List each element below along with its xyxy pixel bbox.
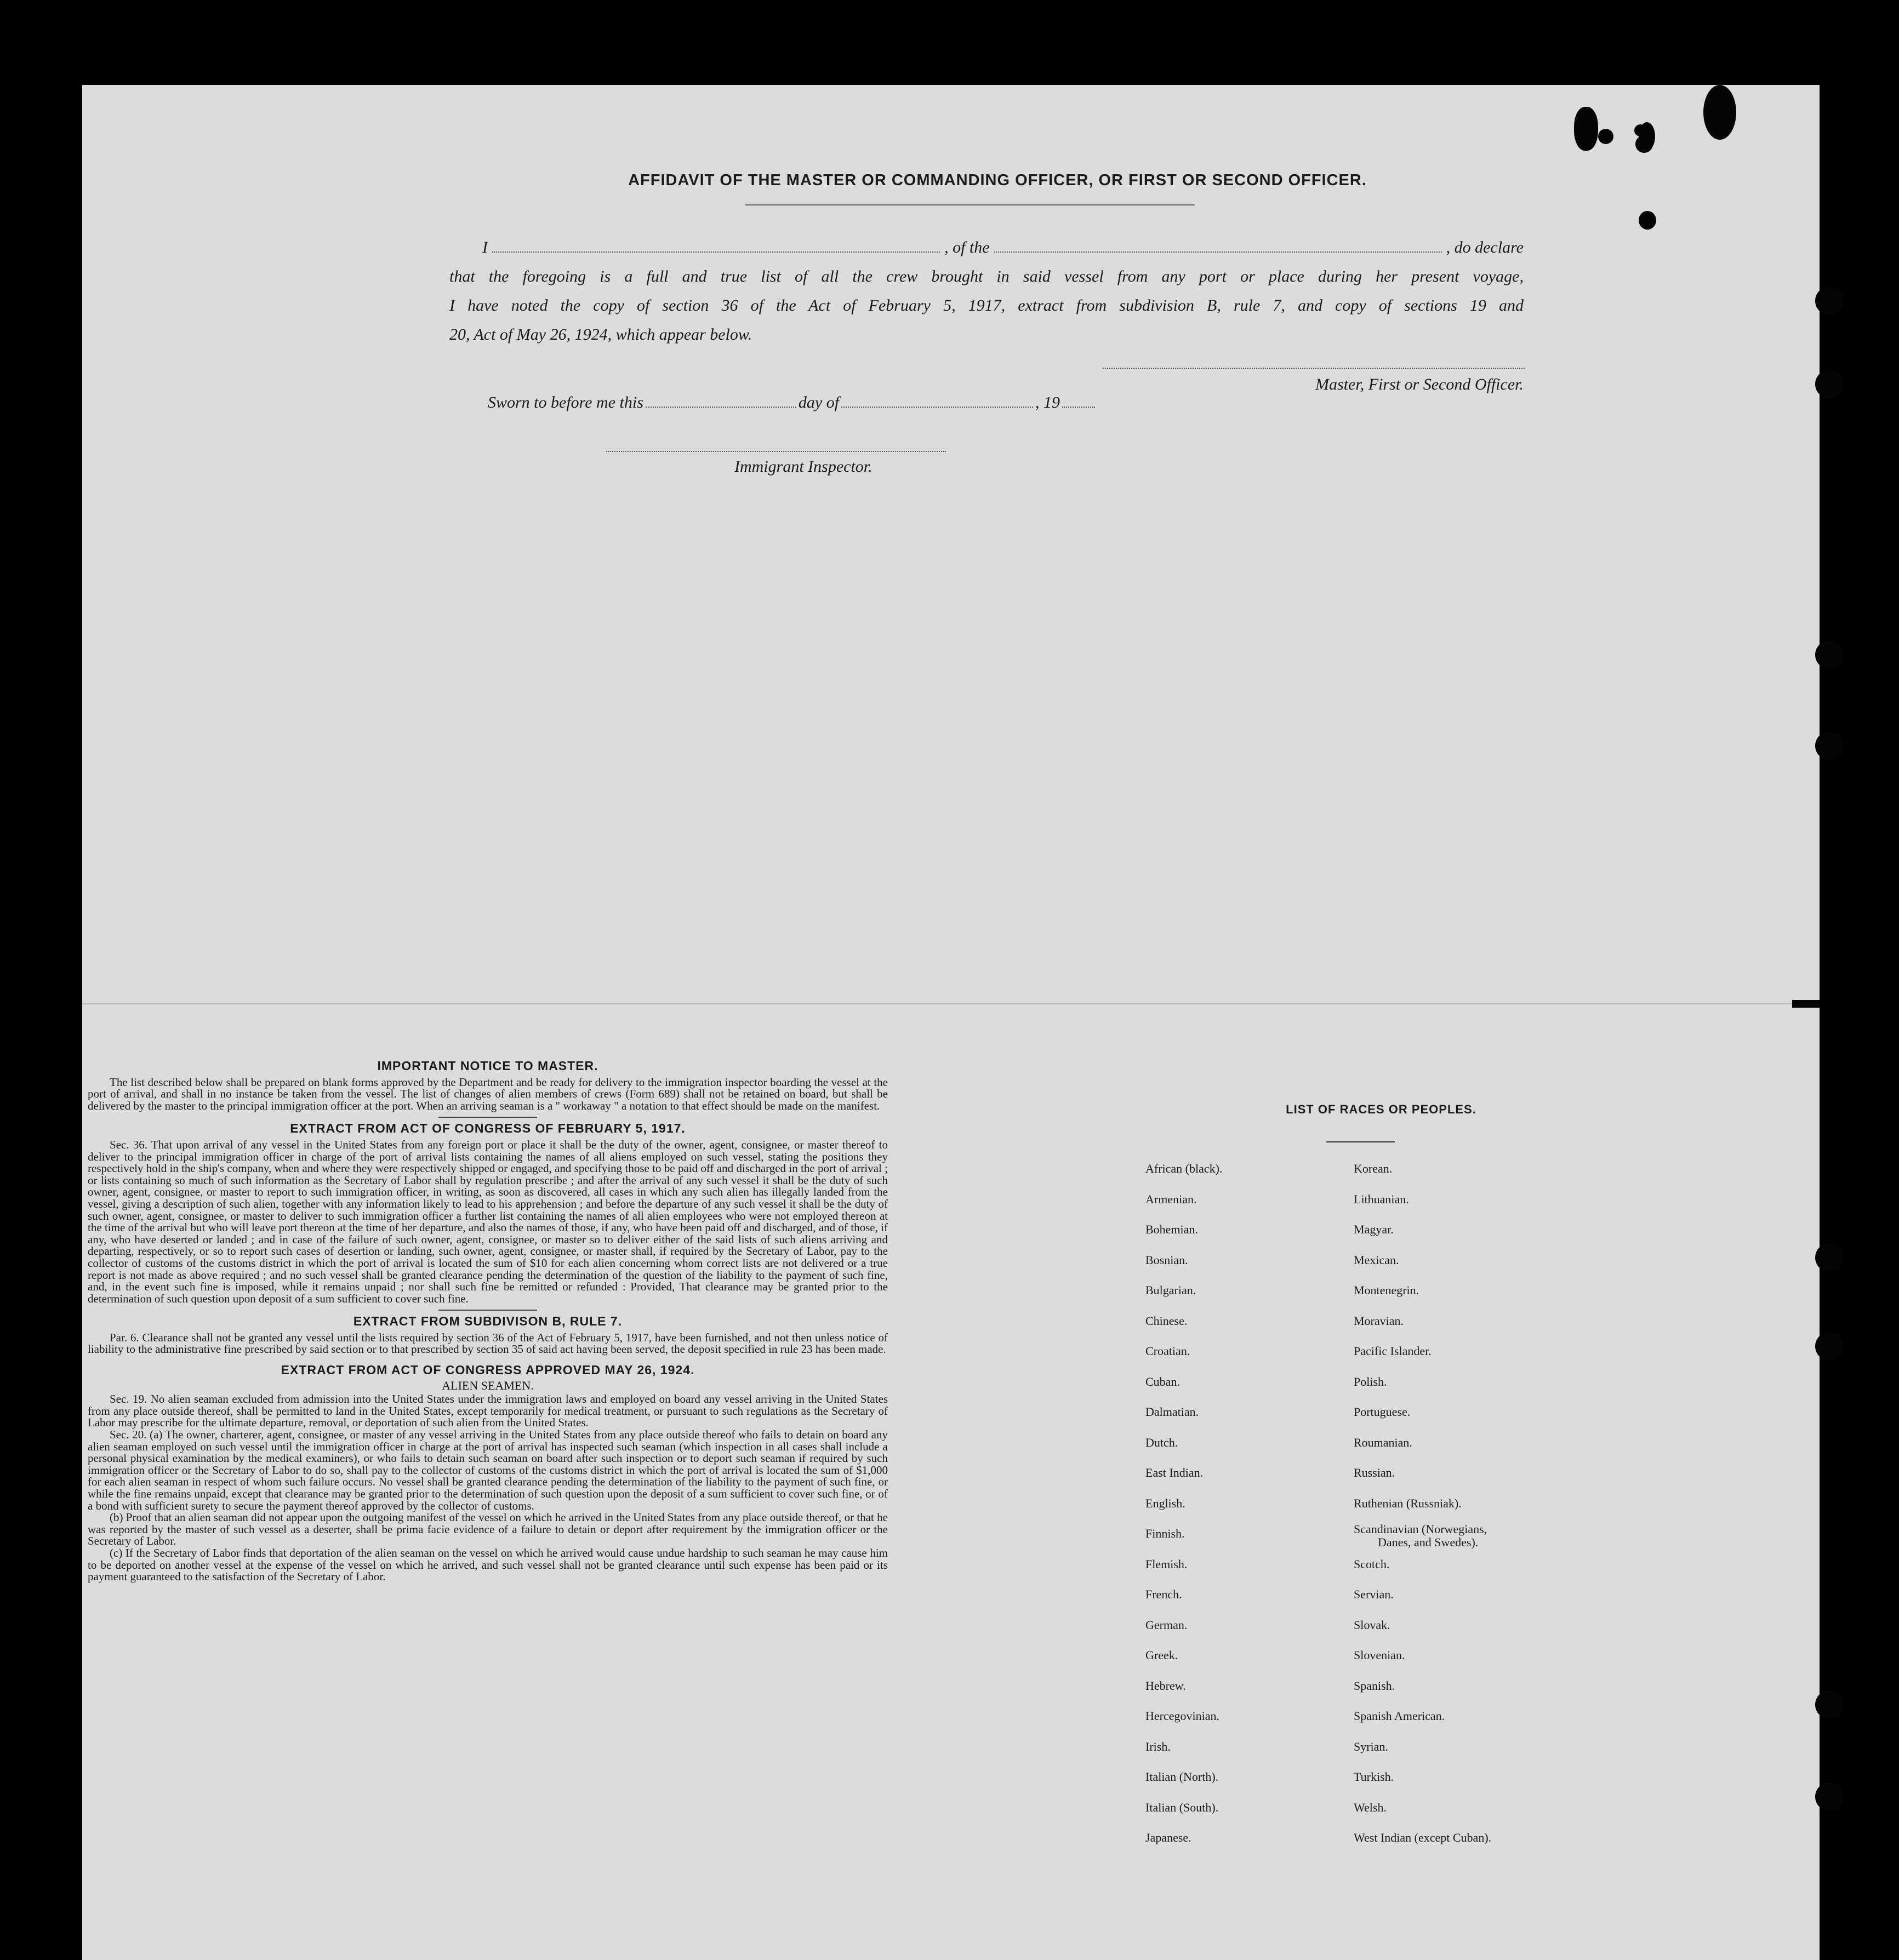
divider [438, 1117, 537, 1118]
race-item: German. [1145, 1618, 1188, 1632]
race-item: Korean. [1354, 1162, 1393, 1175]
race-item: Italian (South). [1145, 1800, 1219, 1814]
race-item: African (black). [1145, 1162, 1223, 1175]
binder-hole [1815, 370, 1844, 398]
races-heading: LIST OF RACES OR PEOPLES. [1286, 1102, 1476, 1116]
race-item: West Indian (except Cuban). [1354, 1831, 1492, 1844]
declare-label: , do declare [1446, 238, 1524, 256]
declarant-label: I [482, 238, 488, 256]
affidavit-line: 20, Act of May 26, 1924, which appear below. [449, 325, 752, 344]
alien-seamen-subheading: ALIEN SEAMEN. [442, 1378, 534, 1392]
race-item-line: Scandinavian (Norwegians, [1354, 1522, 1487, 1536]
race-item: Lithuanian. [1354, 1192, 1409, 1206]
document-page [82, 85, 1820, 1960]
officer-signature-line[interactable] [1103, 368, 1525, 369]
race-item: Bohemian. [1145, 1222, 1198, 1236]
sworn-month-blank[interactable] [841, 407, 1033, 408]
race-item: Japanese. [1145, 1831, 1191, 1844]
race-item: English. [1145, 1496, 1185, 1510]
races-underline [1326, 1141, 1395, 1142]
section-20a-text: Sec. 20. (a) The owner, charterer, agent, consignee, or master of any vessel arriving in the United States from any place outside thereof who fails to detain on board any alien seaman employed on such vessel until the immigration officer in charge at the port of arrival has inspected such seaman (which inspection in all cases shall include a personal physical examination by the medical examiners), or who fails to detain such seaman on board after such inspection or to deport such seaman if required by such immigration officer or the Secretary of Labor to do so, shall pay to the collector of customs of the customs district in which the port of arrival is located the sum of $1,000 for each alien seaman in respect of whom such failure occurs. No vessel shall be granted clearance pending the determination of the liability to the payment of such fine, or while the fine remains unpaid, except that clearance may be granted prior to the determination of such question upon the deposit of a sum sufficient to cover such fine, or of a bond with sufficient surety to secure the payment thereof approved by the collector of customs. [88, 1428, 888, 1512]
race-item: Magyar. [1354, 1222, 1394, 1236]
inspector-signature-line[interactable] [606, 451, 946, 452]
sworn-label: Sworn to before me this [488, 393, 643, 412]
binder-hole [1815, 641, 1844, 669]
binder-hole [1815, 732, 1844, 760]
race-item: Dutch. [1145, 1435, 1178, 1449]
vessel-blank[interactable] [994, 252, 1442, 253]
binder-hole [1574, 107, 1598, 151]
race-item: Polish. [1354, 1374, 1387, 1388]
race-item: East Indian. [1145, 1466, 1204, 1479]
title-underline [745, 204, 1195, 205]
binder-hole [1815, 1243, 1844, 1272]
fold-line [82, 1003, 1820, 1004]
extract-1917-text: Sec. 36. That upon arrival of any vessel in the United States from any foreign port or place it shall be the duty of the owner, agent, consignee, or master thereof to deliver to the principal immigration officer in charge of the port of arrival lists containing the names of all aliens employed on such vessel, stating the positions they respectively hold in the ship's company, when and where they were respectively shipped or engaged, and specifying those to be paid off and discharged in the port of arrival ; or lists containing so much of such information as the Secretary of Labor shall by regulation prescribe ; and after the arrival of any such vessel it shall be the duty of such owner, agent, consignee, or master to report to such immigration officer, in writing, as soon as discovered, all cases in which any such alien has illegally landed from the vessel, giving a description of such alien, together with any information likely to lead to his apprehension ; and before the departure of any such vessel it shall be the duty of such owner, agent, consignee, or master to deliver to such immigration officer a further list containing the names of all alien employees who were not employed thereon at the time of the arrival but who will leave port thereon at the time of her departure, and also the names of those, if any, who have been paid off and discharged, and of those, if any, who have deserted or landed ; and in case of the failure of such owner, agent, consignee, or master so to deliver either of the said lists of such aliens arriving and departing, respectively, or so to report such cases of desertion or landing, such owner, agent, consignee, or master shall, if required by the Secretary of Labor, pay to the collector of customs of the customs district in which the port of arrival is located the sum of $10 for each alien concerning whom correct lists are not delivered or a true report is not made as above required ; and no such vessel shall be granted clearance pending the determination of the question of the liability to the payment of such fine, and, in the event such fine is imposed, while it remains unpaid ; nor shall such fine be remitted or refunded : Provided, That clearance may be granted prior to the determination of such question upon deposit of a sum sufficient to cover such fine. [88, 1138, 888, 1305]
affidavit-declaration-line [449, 233, 1524, 262]
binder-hole [1815, 1690, 1844, 1719]
binder-hole [1634, 124, 1646, 136]
race-item: Pacific Islander. [1354, 1344, 1432, 1358]
race-item: Syrian. [1354, 1739, 1388, 1753]
race-item: Servian. [1354, 1587, 1394, 1601]
race-item: Hercegovinian. [1145, 1709, 1219, 1723]
binder-hole [1815, 1782, 1844, 1811]
race-item: Flemish. [1145, 1557, 1188, 1571]
race-item: Italian (North). [1145, 1770, 1219, 1784]
race-item: Turkish. [1354, 1770, 1394, 1784]
notice-text: The list described below shall be prepared on blank forms approved by the Department and be ready for delivery to the immigration inspector boarding the vessel at the port of arrival, and shall in no instance be taken from the vessel. The list of changes of alien members of crews (Form 689) shall not be retained on board, but shall be delivered by the master to the principal immigration officer at the port. When an arriving seaman is a " workaway " a notation to that effect should be made on the manifest. [88, 1075, 888, 1112]
race-item: Portuguese. [1354, 1405, 1411, 1419]
year-label: , 19 [1035, 393, 1060, 412]
of-the-label: , of the [944, 238, 990, 256]
race-item: Scotch. [1354, 1557, 1390, 1571]
binder-hole [1598, 129, 1613, 144]
race-item: Welsh. [1354, 1800, 1387, 1814]
races-left-column [1145, 1153, 1222, 1853]
race-item: Slovak. [1354, 1618, 1390, 1632]
race-item: Greek. [1145, 1648, 1178, 1662]
race-item: Moravian. [1354, 1313, 1404, 1328]
race-item: Croatian. [1145, 1344, 1190, 1358]
race-item: Finnish. [1145, 1527, 1185, 1540]
section-20b-text: (b) Proof that an alien seaman did not appear upon the outgoing manifest of the vessel on which he arrived in the United States from any place outside thereof, or that he was reported by the master of such vessel as a deserter, shall be prima facie evidence of a failure to detain or deport after requirement by the immigration officer or the Secretary of Labor. [88, 1511, 888, 1548]
race-item: Mexican. [1354, 1253, 1399, 1267]
extract-1924-heading: EXTRACT FROM ACT OF CONGRESS APPROVED MAY 26, 1924. [281, 1363, 695, 1378]
race-item: Slovenian. [1354, 1648, 1405, 1662]
name-blank[interactable] [492, 252, 940, 253]
affidavit-line: that the foregoing is a full and true list of all the crew brought in said vessel from any port or place during her present voyage, [449, 267, 1524, 285]
race-item: Spanish American. [1354, 1709, 1445, 1723]
race-item: Hebrew. [1145, 1678, 1186, 1693]
notice-heading: IMPORTANT NOTICE TO MASTER. [377, 1059, 598, 1073]
day-of-label: day of [798, 393, 840, 412]
notices-column [88, 1060, 888, 1583]
race-item: Chinese. [1145, 1313, 1188, 1328]
section-19-text: Sec. 19. No alien seaman excluded from admission into the United States under the immigration laws and employed on board any vessel arriving in the United States from any place outside thereof, shall be permitted to land in the United States, except temporarily for medical treatment, or pursuant to such regulations as the Secretary of Labor may prescribe for the ultimate departure, removal, or deportation of such alien from the United States. [88, 1392, 888, 1430]
extract-rule7-heading: EXTRACT FROM SUBDIVISON B, RULE 7. [353, 1314, 623, 1329]
inspector-label: Immigrant Inspector. [734, 458, 872, 476]
race-item [1354, 1518, 1491, 1549]
binder-hole [1703, 85, 1736, 140]
extract-1917-heading: EXTRACT FROM ACT OF CONGRESS OF FEBRUARY 5, 1917. [290, 1121, 686, 1136]
divider [438, 1310, 537, 1311]
binder-hole [1635, 135, 1653, 153]
affidavit-body [449, 233, 1524, 349]
binder-hole [1815, 1332, 1844, 1361]
sworn-line [488, 393, 1200, 412]
races-right-column [1354, 1153, 1491, 1853]
officer-label: Master, First or Second Officer. [1315, 375, 1524, 393]
race-item: Ruthenian (Russniak). [1354, 1496, 1462, 1510]
binder-hole [1815, 287, 1844, 315]
race-item: Armenian. [1145, 1192, 1197, 1206]
sworn-year-blank[interactable] [1062, 407, 1095, 408]
race-item: Spanish. [1354, 1678, 1395, 1693]
race-item: Montenegrin. [1354, 1283, 1419, 1297]
section-20c-text: (c) If the Secretary of Labor finds that deportation of the alien seaman on the vessel on which he arrived would cause undue hardship to such seaman he may cause him to be deported on another vessel at the expense of the vessel on which he arrived, and such vessel shall not be granted clearance until such expense has been paid or its payment guaranteed to the satisfaction of the Secretary of Labor. [88, 1546, 888, 1584]
race-item: French. [1145, 1587, 1182, 1601]
race-item: Bulgarian. [1145, 1283, 1196, 1297]
edge-notch [1792, 1000, 1820, 1008]
affidavit-line: I have noted the copy of section 36 of the Act of February 5, 1917, extract from subdivision B, rule 7, and copy of sections 19 and [449, 296, 1524, 315]
affidavit-title: AFFIDAVIT OF THE MASTER OR COMMANDING OFFICER, OR FIRST OR SECOND OFFICER. [628, 172, 1367, 189]
race-item: Bosnian. [1145, 1253, 1188, 1267]
binder-hole [1639, 211, 1656, 230]
race-item: Dalmatian. [1145, 1405, 1199, 1419]
race-item: Roumanian. [1354, 1435, 1412, 1449]
race-item: Cuban. [1145, 1374, 1180, 1388]
extract-rule7-text: Par. 6. Clearance shall not be granted any vessel until the lists required by section 36 of the Act of February 5, 1917, have been furnished, and not then unless notice of liability to the administrative fine prescribed by said section or to that prescribed by section 35 of said act having been served, the deposit specified in rule 23 has been made. [88, 1330, 888, 1356]
race-item-line: Danes, and Swedes). [1378, 1535, 1479, 1549]
sworn-day-blank[interactable] [646, 407, 796, 408]
race-item: Irish. [1145, 1739, 1171, 1753]
race-item: Russian. [1354, 1466, 1395, 1479]
